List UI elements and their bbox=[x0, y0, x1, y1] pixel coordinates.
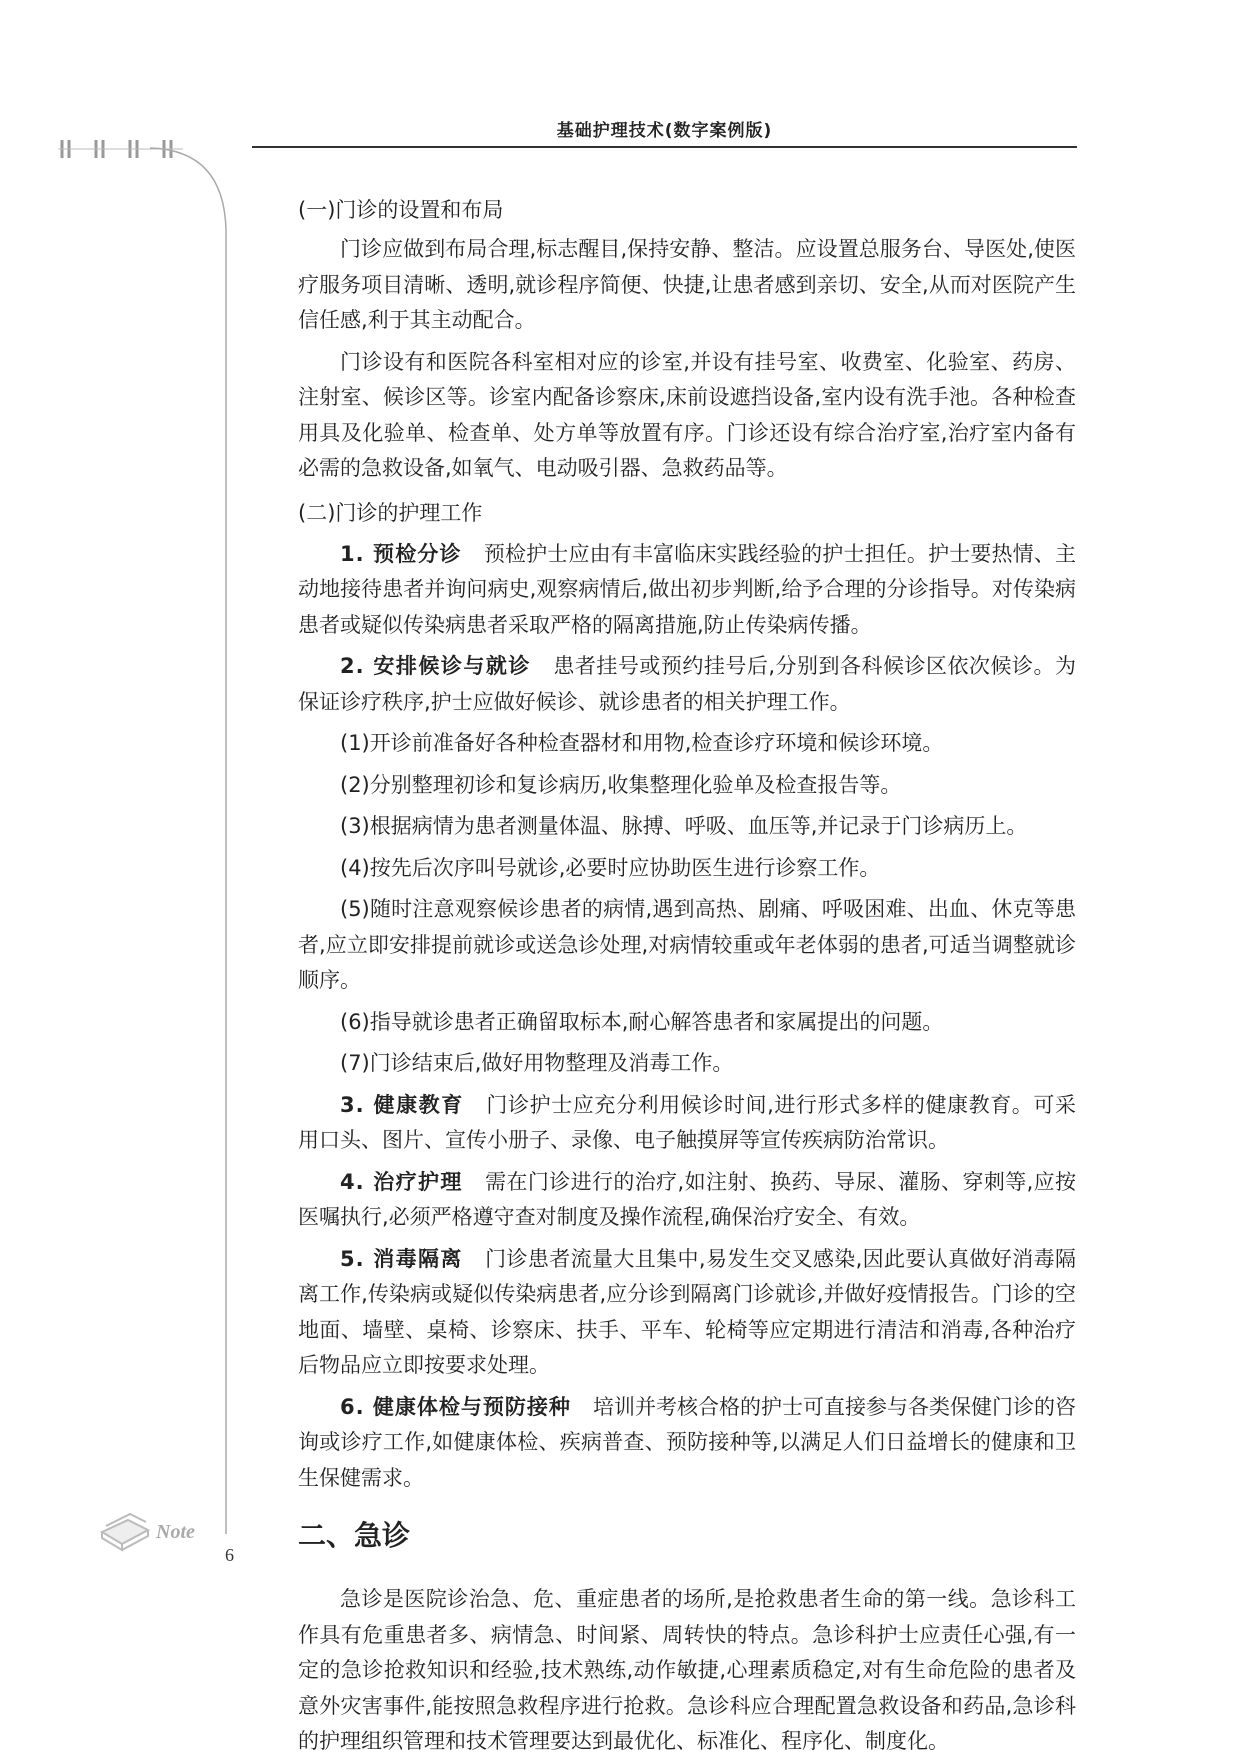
numbered-item bbox=[298, 1165, 1076, 1236]
item-lead: 5. 消毒隔离 bbox=[340, 1246, 463, 1271]
item-lead: 1. 预检分诊 bbox=[340, 541, 462, 566]
numbered-item bbox=[298, 649, 1076, 720]
paragraph: 急诊是医院诊治急、危、重症患者的场所,是抢救患者生命的第一线。急诊科工作具有危重患者多、病情急、时间紧、周转快的特点。急诊科护士应责任心强,有一定的急诊抢救知识和经验,技术熟练,动作敏捷,心理素质稳定,对有生命危险的患者及意外灾害事件,能按照急救程序进行抢救。急诊科应合理配置急救设备和药品,急诊科的护理组织管理和技术管理要达到最优化、标准化、程序化、制度化。 bbox=[298, 1587, 1076, 1753]
item-text: 门诊护士应充分利用候诊时间,进行形式多样的健康教育。可采用口头、图片、宣传小册子、录像、电子触摸屏等宣传疾病防治常识。 bbox=[298, 1092, 1076, 1152]
page-content bbox=[298, 192, 1076, 1760]
numbered-item bbox=[298, 1242, 1076, 1384]
header-rule bbox=[252, 146, 1077, 148]
paragraph: 门诊设有和医院各科室相对应的诊室,并设有挂号室、收费室、化验室、药房、注射室、候诊区等。诊室内配备诊察床,床前设遮挡设备,室内设有洗手池。各种检查用具及化验单、检查单、处方单等放置有序。门诊还设有综合治疗室,治疗室内备有必需的急救设备,如氧气、电动吸引器、急救药品等。 bbox=[298, 349, 1076, 480]
item-text: 门诊患者流量大且集中,易发生交叉感染,因此要认真做好消毒隔离工作,传染病或疑似传染病患者,应分诊到隔离门诊就诊,并做好疫情报告。门诊的空地面、墙壁、桌椅、诊察床、扶手、平车、轮椅等应定期进行清洁和消毒,各种治疗后物品应立即按要求处理。 bbox=[298, 1246, 1076, 1377]
numbered-item bbox=[298, 1390, 1076, 1497]
item-text: 预检护士应由有丰富临床实践经验的护士担任。护士要热情、主动地接待患者并询问病史,观察病情后,做出初步判断,给予合理的分诊指导。对传染病患者或疑似传染病患者采取严格的隔离措施,防止传染病传播。 bbox=[298, 541, 1076, 637]
numbered-item bbox=[298, 537, 1076, 644]
margin-spine-line bbox=[0, 0, 240, 1560]
sub-list-item: (6)指导就诊患者正确留取标本,耐心解答患者和家属提出的问题。 bbox=[340, 1009, 944, 1034]
page-number: 6 bbox=[225, 1545, 234, 1565]
item-text: 患者挂号或预约挂号后,分别到各科候诊区依次候诊。为保证诊疗秩序,护士应做好候诊、就诊患者的相关护理工作。 bbox=[298, 654, 1076, 714]
section-title: 二、急诊 bbox=[298, 1519, 411, 1552]
sub-list-item: (4)按先后次序叫号就诊,必要时应协助医生进行诊察工作。 bbox=[340, 855, 881, 880]
sub-list-item: (2)分别整理初诊和复诊病历,收集整理化验单及检查报告等。 bbox=[340, 772, 902, 797]
item-text: 培训并考核合格的护士可直接参与各类保健门诊的咨询或诊疗工作,如健康体检、疾病普查、预防接种等,以满足人们日益增长的健康和卫生保健需求。 bbox=[298, 1394, 1077, 1490]
item-lead: 6. 健康体检与预防接种 bbox=[340, 1394, 571, 1419]
note-logo bbox=[96, 1502, 206, 1552]
book-icon bbox=[96, 1502, 206, 1552]
paragraph: 门诊应做到布局合理,标志醒目,保持安静、整洁。应设置总服务台、导医处,使医疗服务项目清晰、透明,就诊程序简便、快捷,让患者感到亲切、安全,从而对医院产生信任感,利于其主动配合。 bbox=[298, 237, 1076, 332]
sub-list-item: (1)开诊前准备好各种检查器材和用物,检查诊疗环境和候诊环境。 bbox=[340, 731, 944, 755]
subsection-heading: (一)门诊的设置和布局 bbox=[298, 198, 504, 222]
sub-list-item: (5)随时注意观察候诊患者的病情,遇到高热、剧痛、呼吸困难、出血、休克等患者,应立即安排提前就诊或送急诊处理,对病情较重或年老体弱的患者,可适当调整就诊顺序。 bbox=[298, 897, 1076, 992]
numbered-item bbox=[298, 1088, 1076, 1159]
sub-list-item: (3)根据病情为患者测量体温、脉搏、呼吸、血压等,并记录于门诊病历上。 bbox=[340, 814, 1028, 838]
sub-list-item: (7)门诊结束后,做好用物整理及消毒工作。 bbox=[340, 1051, 734, 1075]
running-header: 基础护理技术(数字案例版) bbox=[556, 121, 773, 141]
subsection-heading: (二)门诊的护理工作 bbox=[298, 500, 483, 525]
item-lead: 3. 健康教育 bbox=[340, 1092, 464, 1117]
item-text: 需在门诊进行的治疗,如注射、换药、导尿、灌肠、穿刺等,应按医嘱执行,必须严格遵守查对制度及操作流程,确保治疗安全、有效。 bbox=[298, 1169, 1076, 1229]
item-lead: 4. 治疗护理 bbox=[340, 1169, 463, 1194]
item-lead: 2. 安排候诊与就诊 bbox=[340, 654, 531, 678]
note-label: Note bbox=[156, 1521, 195, 1543]
